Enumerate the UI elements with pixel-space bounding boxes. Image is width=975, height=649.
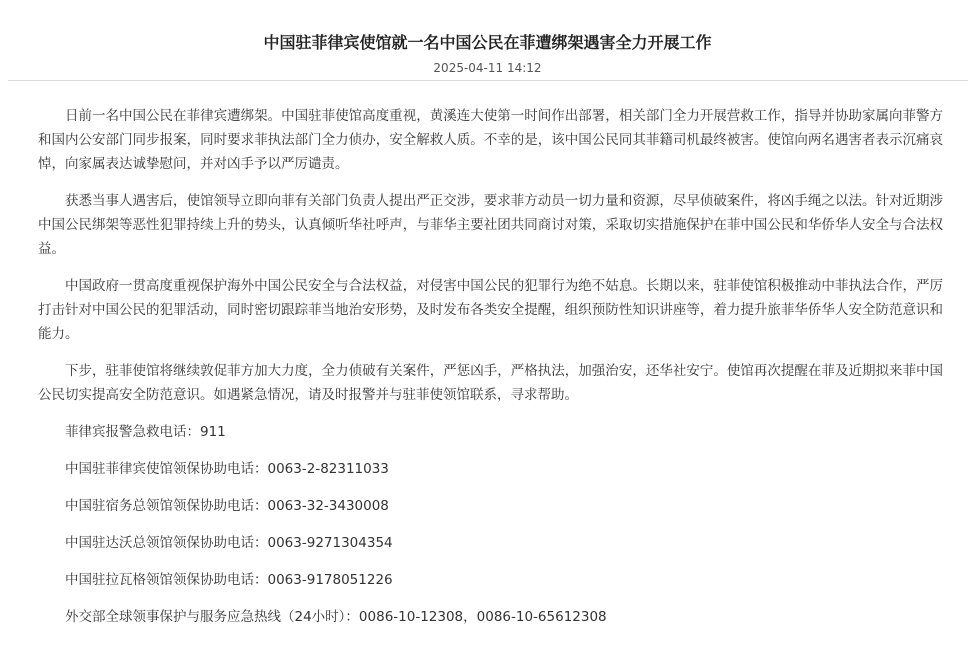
article-paragraph: 获悉当事人遇害后，使馆领导立即向菲有关部门负责人提出严正交涉，要求菲方动员一切力量和资源，尽早侦破案件，将凶手绳之以法。针对近期涉中国公民绑架等恶性犯罪持续上升的势头，认真倾听华社呼声，与菲华主要社团共同商讨对策，采取切实措施保护在菲中国公民和华侨华人安全与合法权益。: [38, 193, 943, 257]
article-paragraph: 中国政府一贯高度重视保护海外中国公民安全与合法权益，对侵害中国公民的犯罪行为绝不姑息。长期以来，驻菲使馆积极推动中菲执法合作，严厉打击针对中国公民的犯罪活动，同时密切跟踪菲当地治安形势，及时发布各类安全提醒，组织预防性知识讲座等，着力提升旅菲华侨华人安全防范意识和能力。: [38, 278, 943, 342]
article-paragraph: 日前一名中国公民在菲律宾遭绑架。中国驻菲使馆高度重视，黄溪连大使第一时间作出部署，相关部门全力开展营救工作，指导并协助家属向菲警方和国内公安部门同步报案，同时要求菲执法部门全力侦办，安全解救人质。不幸的是，该中国公民同其菲籍司机最终被害。使馆向两名遇害者表示沉痛哀悼，向家属表达诚挚慰问，并对凶手予以严厉谴责。: [38, 108, 943, 172]
contact-line-police: 菲律宾报警急救电话：911: [65, 424, 226, 440]
article-body: [38, 104, 943, 642]
header-divider: [8, 80, 968, 81]
contact-line-laoag: 中国驻拉瓦格领馆领保协助电话：0063-9178051226: [65, 572, 393, 588]
publish-datetime: 2025-04-11 14:12: [433, 61, 542, 75]
contact-line-hotline: 外交部全球领事保护与服务应急热线（24小时）：0086-10-12308，0086-10-65612308: [65, 609, 607, 625]
contact-line-embassy: 中国驻菲律宾使馆领保协助电话：0063-2-82311033: [65, 461, 389, 477]
contact-line-cebu: 中国驻宿务总领馆领保协助电话：0063-32-3430008: [65, 498, 389, 514]
contact-line-davao: 中国驻达沃总领馆领保协助电话：0063-9271304354: [65, 535, 393, 551]
article-paragraph: 下步，驻菲使馆将继续敦促菲方加大力度，全力侦破有关案件，严惩凶手，严格执法，加强治安，还华社安宁。使馆再次提醒在菲及近期拟来菲中国公民切实提高安全防范意识。如遇紧急情况，请及时报警并与驻菲使领馆联系，寻求帮助。: [38, 363, 943, 403]
article-title: 中国驻菲律宾使馆就一名中国公民在菲遭绑架遇害全力开展工作: [263, 33, 712, 52]
